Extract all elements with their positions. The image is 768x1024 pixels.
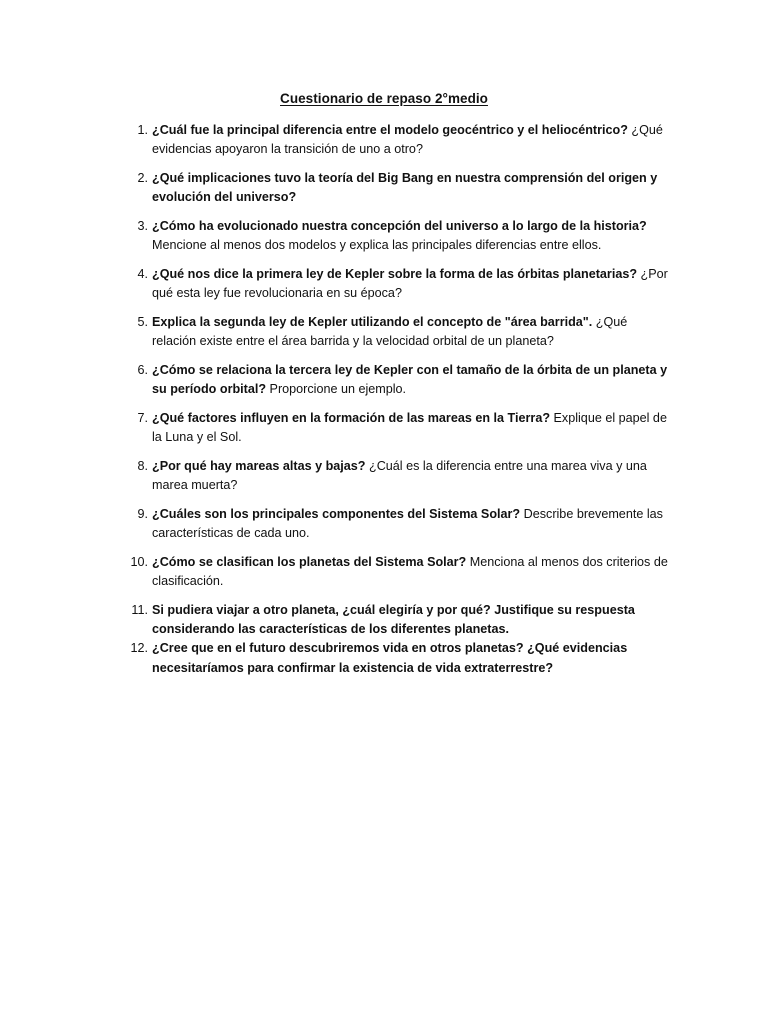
question-main: Si pudiera viajar a otro planeta, ¿cuál elegiría y por qué? Justifique su respuesta considerando las características de los diferentes planetas. [152,603,635,637]
question-followup: Explique el papel de la Luna y el Sol. [152,411,667,445]
question-number: 6. [137,363,148,377]
question-text [152,601,668,639]
question-item [128,265,668,303]
question-item [128,409,668,447]
question-followup: Mencione al menos dos modelos y explica las principales diferencias entre ellos. [152,238,602,253]
question-number: 5. [137,315,148,329]
question-item [128,361,668,399]
question-number: 12. [130,641,148,656]
question-followup: Proporcione un ejemplo. [269,382,407,397]
question-main: ¿Cómo se relaciona la tercera ley de Kepler con el tamaño de la órbita de un planeta y su período orbital? [152,363,668,397]
question-item [128,217,668,255]
question-followup: ¿Qué relación existe entre el área barrida y la velocidad orbital de un planeta? [152,315,628,349]
question-number: 9. [137,507,148,521]
question-number: 2. [137,171,148,185]
question-main: ¿Cree que en el futuro descubriremos vida en otros planetas? ¿Qué evidencias necesitaríamos para confirmar la existencia de vida extraterrestre? [152,641,628,675]
question-main: ¿Qué implicaciones tuvo la teoría del Big Bang en nuestra comprensión del origen y evolución del universo? [152,171,658,205]
question-text [152,457,668,495]
question-number: 1. [137,123,148,137]
question-item [128,505,668,543]
question-text [152,121,668,159]
question-text [152,639,668,677]
question-text [152,169,668,207]
question-item [128,169,668,207]
question-main: Explica la segunda ley de Kepler utilizando el concepto de "área barrida". [152,315,593,329]
question-followup: ¿Cuál es la diferencia entre una marea viva y una marea muerta? [152,459,647,493]
question-followup: Describe brevemente las características de cada uno. [152,507,663,541]
question-followup: ¿Por qué esta ley fue revolucionaria en su época? [152,267,668,301]
question-main: ¿Cómo se clasifican los planetas del Sistema Solar? [152,555,467,569]
question-list [128,121,668,687]
question-main: ¿Cómo ha evolucionado nuestra concepción del universo a lo largo de la historia? [152,219,647,233]
question-number: 11. [131,603,148,617]
question-item [128,639,668,677]
question-item [128,457,668,495]
question-text [152,409,668,447]
question-text [152,505,668,543]
question-followup: ¿Qué evidencias apoyaron la transición de uno a otro? [152,123,663,157]
question-item [128,601,668,639]
question-item [128,313,668,351]
question-number: 8. [137,459,148,473]
question-main: ¿Por qué hay mareas altas y bajas? [152,459,366,473]
page-title: Cuestionario de repaso 2°medio [280,91,488,106]
question-text [152,313,668,351]
question-text [152,265,668,303]
question-item [128,121,668,159]
question-main: ¿Cuáles son los principales componentes del Sistema Solar? [152,507,521,521]
question-number: 4. [137,267,148,281]
question-number: 10. [130,555,148,569]
question-text [152,553,668,591]
question-followup: Menciona al menos dos criterios de clasificación. [152,555,668,589]
question-main: ¿Qué nos dice la primera ley de Kepler sobre la forma de las órbitas planetarias? [152,267,638,281]
question-text [152,361,668,399]
question-number: 3. [137,219,148,233]
question-number: 7. [137,411,148,425]
question-item [128,553,668,591]
question-main: ¿Qué factores influyen en la formación de las mareas en la Tierra? [152,411,551,425]
question-text [152,217,668,255]
question-main: ¿Cuál fue la principal diferencia entre el modelo geocéntrico y el heliocéntrico? [152,123,628,137]
